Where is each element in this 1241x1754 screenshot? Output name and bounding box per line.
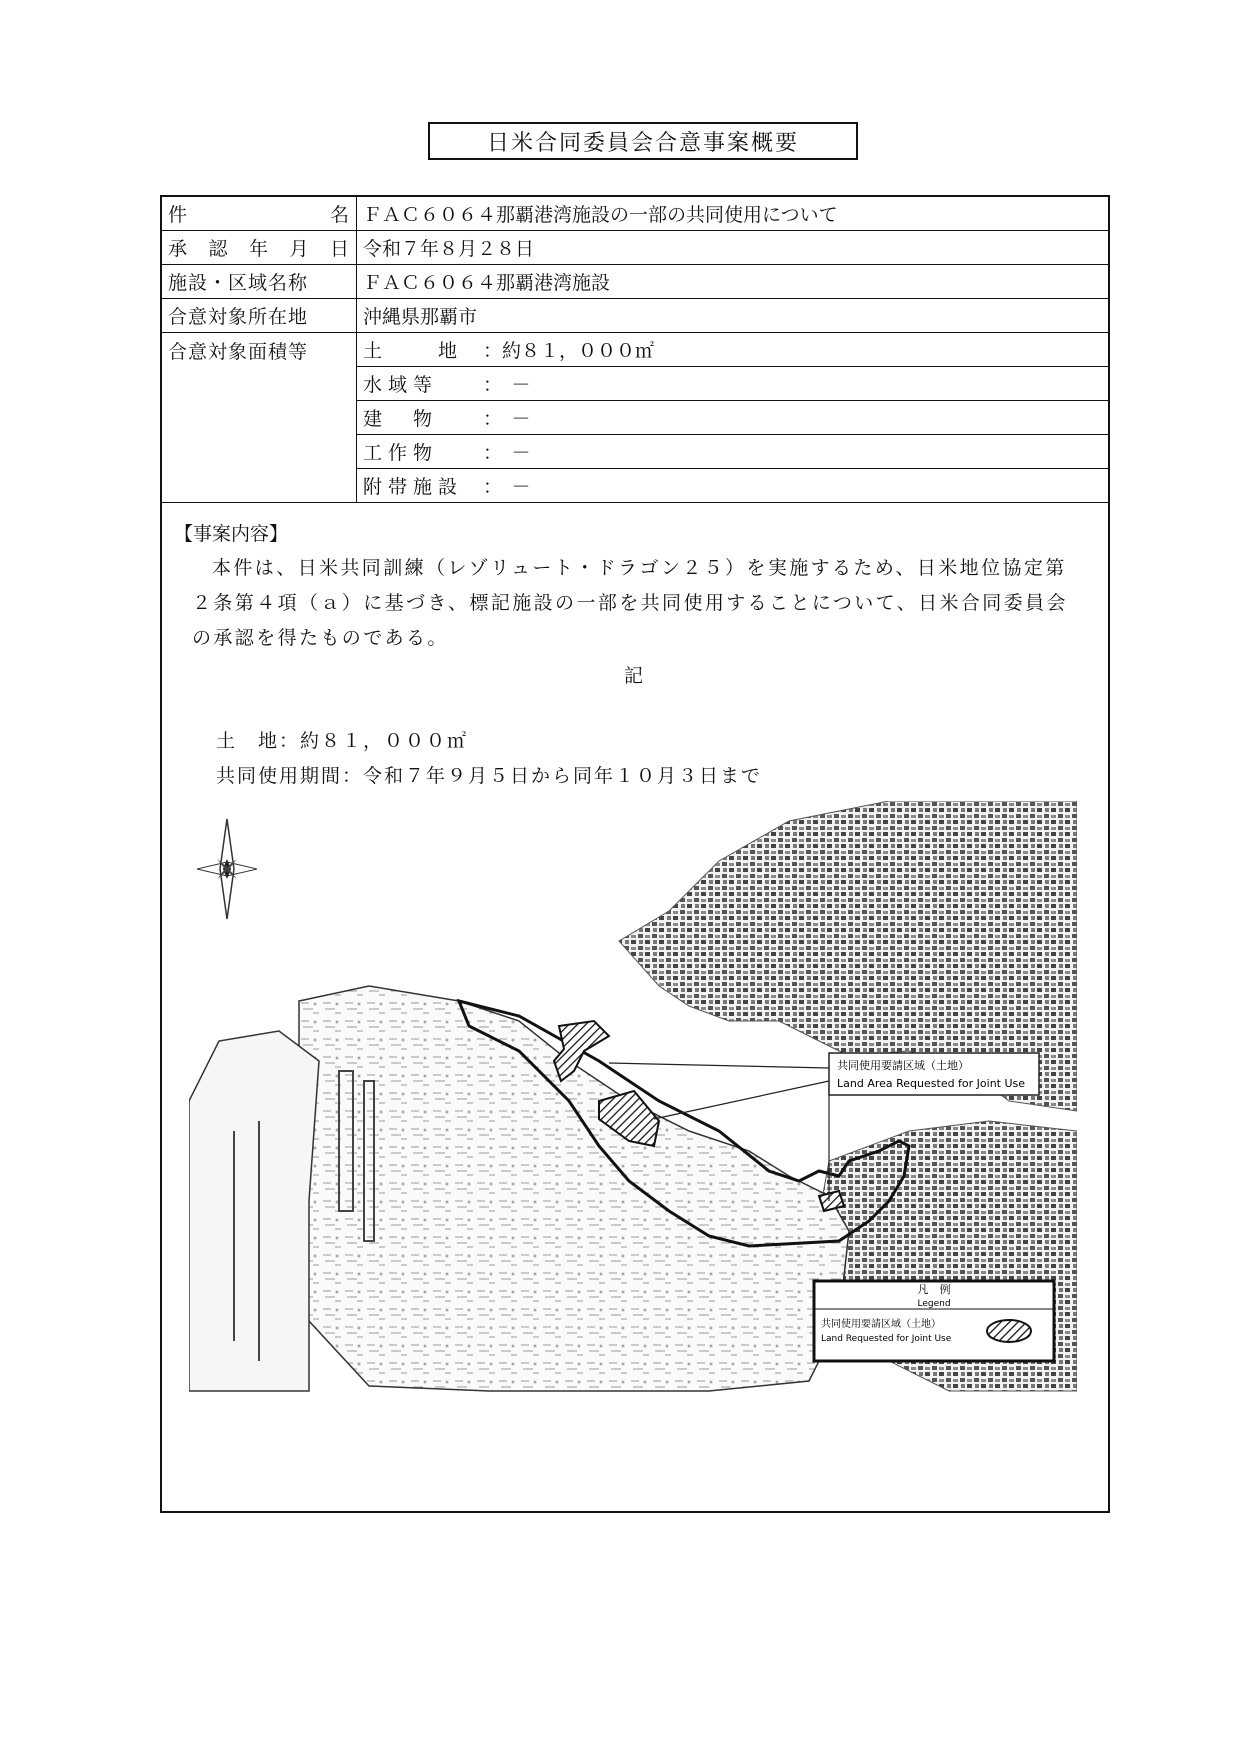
area-row-water: 水域等 ： － — [357, 367, 1109, 401]
table-row — [162, 197, 1108, 231]
legend-item-en: Land Requested for Joint Use — [821, 1334, 952, 1344]
legend-title-en: Legend — [917, 1299, 951, 1309]
area-row-structure: 工作物 ： － — [357, 435, 1109, 469]
table-row — [162, 299, 1108, 333]
row-label-location: 合意対象所在地 — [162, 299, 357, 333]
case-paragraph: 本件は、日米共同訓練（レゾリュート・ドラゴン２５）を実施するため、日米地位協定第２条第４項（ａ）に基づき、標記施設の一部を共同使用することについて、日米合同委員会の承認を得たものである。 — [192, 557, 1068, 649]
ki-mark: 記 — [624, 665, 644, 687]
table-row — [162, 231, 1108, 265]
section-heading: 【事案内容】 — [174, 523, 289, 545]
summary-sheet — [160, 195, 1110, 1513]
row-value-location: 沖縄県那覇市 — [357, 299, 1109, 333]
legend-swatch-icon — [987, 1320, 1031, 1342]
area-map — [189, 801, 1077, 1471]
row-label-area: 合意対象面積等 — [162, 333, 357, 503]
runway-land — [189, 1031, 319, 1391]
area-row-building: 建 物 ： － — [357, 401, 1109, 435]
period-line: 共同使用期間：令和７年９月５日から同年１０月３日まで — [216, 765, 763, 787]
row-value-subject: ＦＡＣ６０６４那覇港湾施設の一部の共同使用について — [357, 197, 1109, 231]
callout-jp: 共同使用要請区域（土地） — [837, 1059, 969, 1072]
row-label: 承 認 年 月 日 — [162, 231, 357, 265]
row-value-facility: ＦＡＣ６０６４那覇港湾施設 — [357, 265, 1109, 299]
row-value-date: 令和７年８月２８日 — [357, 231, 1109, 265]
info-table — [162, 197, 1108, 503]
land-line: 土 地：約８１，０００㎡ — [216, 730, 469, 752]
legend-item-jp: 共同使用要請区域（土地） — [821, 1319, 941, 1330]
table-row — [162, 333, 1108, 367]
area-row-attached: 附帯施設 ： － — [357, 469, 1109, 503]
callout-box — [829, 1053, 1039, 1095]
page-title: 日米合同委員会合意事案概要 — [428, 122, 858, 160]
callout-en: Land Area Requested for Joint Use — [837, 1077, 1026, 1090]
legend-title-jp: 凡 例 — [917, 1283, 951, 1296]
row-label-facility: 施設・区域名称 — [162, 265, 357, 299]
row-label: 件 名 — [162, 197, 357, 231]
compass-rose-icon — [197, 819, 257, 919]
table-row — [162, 265, 1108, 299]
map-legend — [814, 1281, 1054, 1361]
area-row-land: 土 地 ：約８１，０００㎡ — [357, 333, 1109, 367]
